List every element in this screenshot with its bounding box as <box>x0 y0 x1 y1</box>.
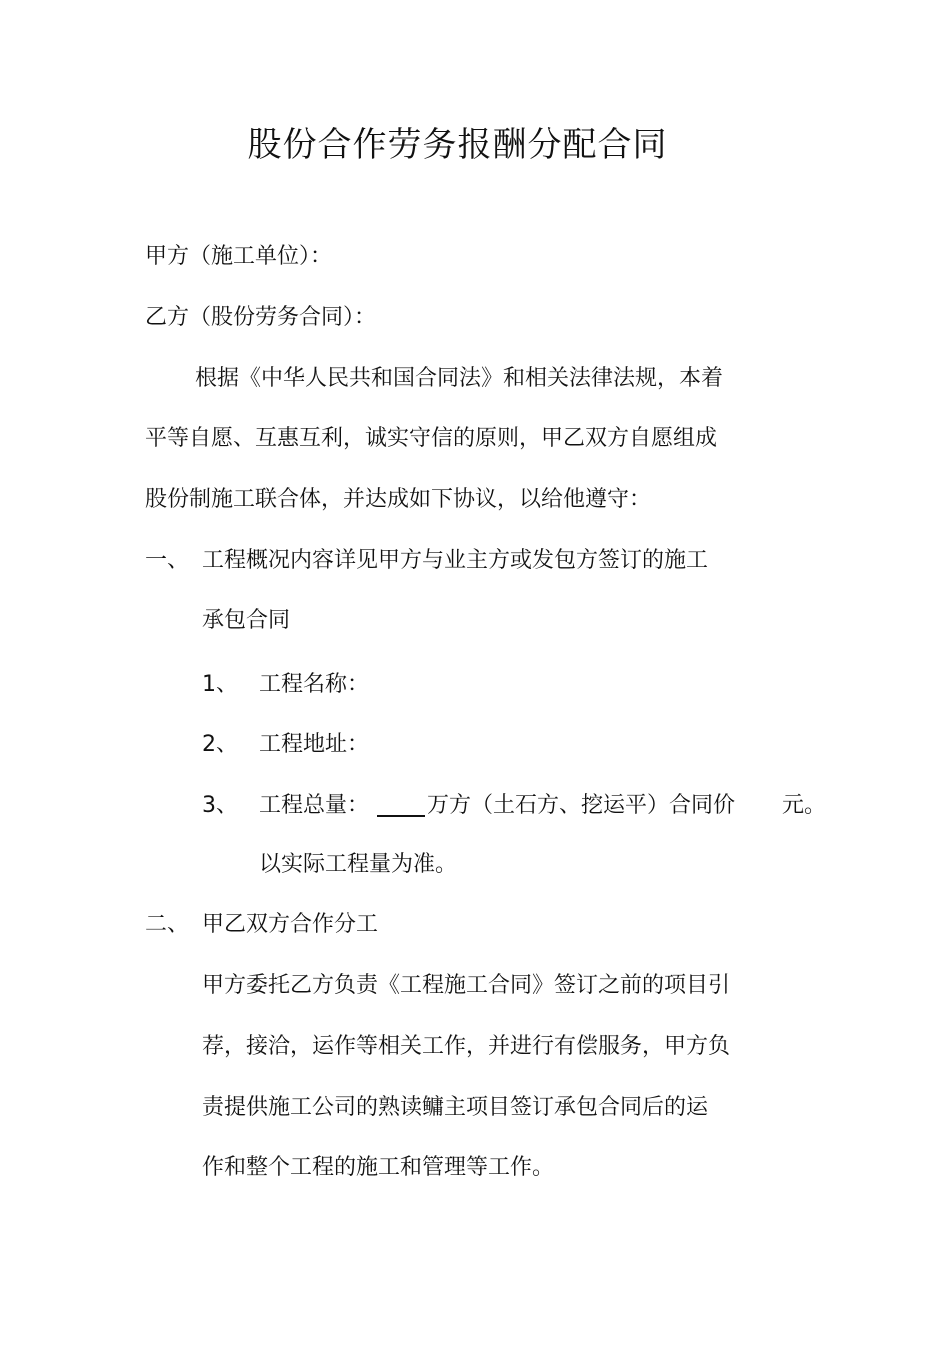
item-3-prefix: 工程总量： <box>259 793 370 818</box>
section-2-body-line-2: 荐，接洽，运作等相关工作，并进行有偿服务，甲方负 <box>202 1034 731 1059</box>
section-2-body-line-4: 作和整个工程的施工和管理等工作。 <box>202 1155 555 1180</box>
section-2-body-line-3: 责提供施工公司的熟读鳙主项目签订承包合同后的运 <box>202 1095 709 1120</box>
section-1-heading-line-2: 承包合同 <box>202 608 291 633</box>
party-b-line: 乙方（股份劳务合同）： <box>145 305 377 330</box>
document-title: 股份合作劳务报酬分配合同 <box>247 125 668 165</box>
item-3-continuation: 以实际工程量为准。 <box>259 852 458 877</box>
section-1-number: 一、 <box>145 548 190 573</box>
section-2-body-line-1: 甲方委托乙方负责《工程施工合同》签订之前的项目引 <box>202 973 731 998</box>
item-2-number: 2、 <box>202 732 238 757</box>
preamble-line-1: 根据《中华人民共和国合同法》和相关法律法规，本着 <box>195 366 724 391</box>
preamble-line-3: 股份制施工联合体，并达成如下协议，以给他遵守： <box>145 487 652 512</box>
item-3-suffix: 元。 <box>782 793 827 818</box>
section-2-heading: 甲乙双方合作分工 <box>202 912 379 937</box>
item-1-text: 工程名称： <box>259 672 370 697</box>
item-3-quantity-blank <box>377 791 425 817</box>
party-a-line: 甲方（施工单位）： <box>145 244 333 269</box>
section-2-number: 二、 <box>145 912 190 937</box>
item-3-middle: 万方（土石方、挖运平）合同价 <box>427 793 736 818</box>
item-2-text: 工程地址： <box>259 732 370 757</box>
item-1-number: 1、 <box>202 672 238 697</box>
preamble-line-2: 平等自愿、互惠互利，诚实守信的原则，甲乙双方自愿组成 <box>145 426 718 451</box>
item-3-line <box>259 791 859 821</box>
item-3-number: 3、 <box>202 793 238 818</box>
section-1-heading-line-1: 工程概况内容详见甲方与业主方或发包方签订的施工 <box>202 548 709 573</box>
